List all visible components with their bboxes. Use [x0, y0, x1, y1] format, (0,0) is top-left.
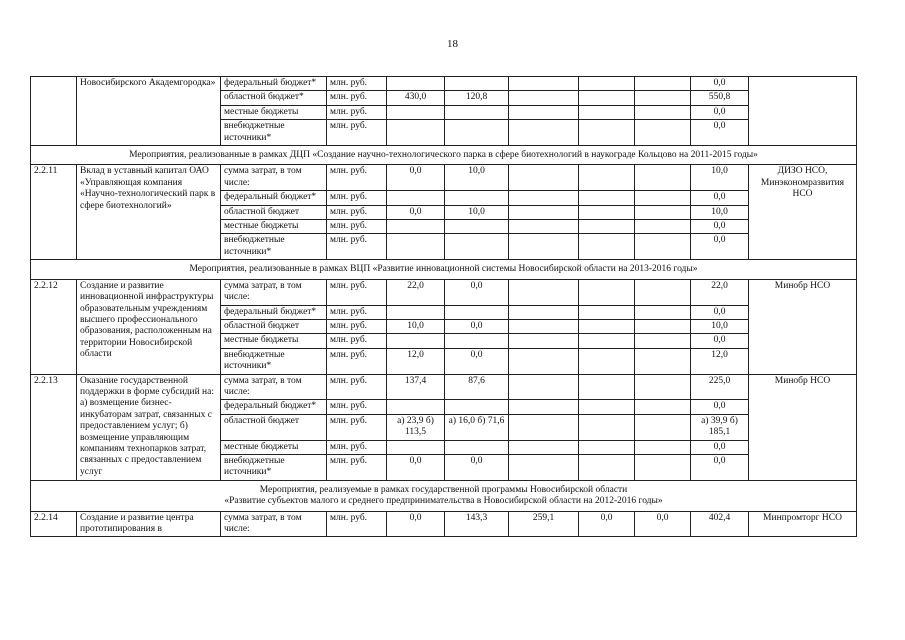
- total-cell: 0,0: [691, 234, 749, 260]
- table-row: областной бюджет млн. руб. 10,0 0,0 10,0: [31, 319, 857, 333]
- table-row: внебюджетные источники* млн. руб. 12,0 0,0 12,0: [31, 348, 857, 374]
- item-number: 2.2.14: [31, 511, 77, 537]
- item-name: Создание и развитие инновационной инфраструктуры образовательным учреждениям высшего профессионального образования, расположенным на территории Новосибирской области: [77, 279, 221, 374]
- unit-cell: млн. руб.: [327, 220, 387, 234]
- total-cell: 0,0: [691, 77, 749, 91]
- unit-cell: млн. руб.: [327, 440, 387, 454]
- unit-cell: млн. руб.: [327, 165, 387, 191]
- source-cell: федеральный бюджет*: [221, 191, 327, 205]
- source-cell: федеральный бюджет*: [221, 77, 327, 91]
- total-cell: 0,0: [691, 120, 749, 146]
- unit-cell: млн. руб.: [327, 334, 387, 348]
- total-cell: 402,4: [691, 511, 749, 537]
- source-cell: федеральный бюджет*: [221, 305, 327, 319]
- section-header: [31, 260, 857, 279]
- page-number: 18: [447, 38, 458, 50]
- table-row: 2.2.12 Создание и развитие инновационной инфраструктуры образовательным учреждениям высшего профессионального образования, расположенным на территории Новосибирской области сумма затрат, в том числе: млн. руб. 22,0 0,0 22,0 Минобр НСО: [31, 279, 857, 305]
- unit-cell: млн. руб.: [327, 374, 387, 400]
- unit-cell: млн. руб.: [327, 414, 387, 440]
- table-row: областной бюджет млн. руб. а) 23,9 б) 113,5 а) 16,0 б) 71,6 а) 39,9 б) 185,1: [31, 414, 857, 440]
- section-title-line-1: Мероприятия, реализуемые в рамках государственной программы Новосибирской области: [259, 484, 628, 495]
- total-cell: 0,0: [691, 440, 749, 454]
- unit-cell: млн. руб.: [327, 319, 387, 333]
- total-cell: 10,0: [691, 205, 749, 219]
- table-row: 2.2.13 Оказание государственной поддержки в форме субсидий на: а) возмещение бизнес-инкубаторам затрат, связанных с предоставлением услуг; б) возмещение управляющим компаниям технопарков затрат, связанных с предоставлением услуг сумма затрат, в том числе: млн. руб. 137,4 87,6 225,0 Минобр НСО: [31, 374, 857, 400]
- table-row: [31, 77, 857, 91]
- unit-cell: млн. руб.: [327, 305, 387, 319]
- source-cell: сумма затрат, в том числе:: [221, 374, 327, 400]
- executor-cell: Минпромторг НСО: [749, 511, 857, 537]
- section-header: [31, 146, 857, 165]
- total-cell: 22,0: [691, 279, 749, 305]
- source-cell: областной бюджет: [221, 205, 327, 219]
- total-cell: 10,0: [691, 319, 749, 333]
- source-cell: внебюджетные источники*: [221, 454, 327, 480]
- source-cell: сумма затрат, в том числе:: [221, 165, 327, 191]
- total-cell: 0,0: [691, 305, 749, 319]
- source-cell: областной бюджет: [221, 414, 327, 440]
- item-number: 2.2.12: [31, 279, 77, 374]
- unit-cell: млн. руб.: [327, 234, 387, 260]
- table-row: 2.2.14 Создание и развитие центра прототипирования в сумма затрат, в том числе: млн. руб. 0,0 143,3 259,1 0,0 0,0 402,4 Минпромторг НСО: [31, 511, 857, 537]
- source-cell: местные бюджеты: [221, 105, 327, 119]
- unit-cell: млн. руб.: [327, 191, 387, 205]
- item-name: Оказание государственной поддержки в форме субсидий на: а) возмещение бизнес-инкубаторам затрат, связанных с предоставлением услуг; б) возмещение управляющим компаниям технопарков затрат, связанных с предоставлением услуг: [77, 374, 221, 480]
- executor-cell: ДИЗО НСО, Минэкономразвития НСО: [749, 165, 857, 260]
- table-row: 2.2.11 Вклад в уставный капитал ОАО «Управляющая компания «Научно-технологический парк в сфере биотехнологий» сумма затрат, в том числе: млн. руб. 0,0 10,0 10,0 ДИЗО НСО, Минэкономразвития НСО: [31, 165, 857, 191]
- item-name: Создание и развитие центра прототипирования в: [77, 511, 221, 537]
- unit-cell: млн. руб.: [327, 511, 387, 537]
- source-cell: местные бюджеты: [221, 334, 327, 348]
- table-row: областной бюджет млн. руб. 0,0 10,0 10,0: [31, 205, 857, 219]
- section-title: Мероприятия, реализованные в рамках ДЦП «Создание научно-технологического парка в сфере биотехнологий в наукограде Кольцово на 2011-2015 годы»: [31, 146, 857, 165]
- total-cell: 0,0: [691, 454, 749, 480]
- item-name: Вклад в уставный капитал ОАО «Управляющая компания «Научно-технологический парк в сфере биотехнологий»: [77, 165, 221, 260]
- budget-table: [30, 76, 857, 537]
- unit-cell: млн. руб.: [327, 77, 387, 91]
- executor-cell: Минобр НСО: [749, 279, 857, 374]
- source-cell: областной бюджет*: [221, 91, 327, 105]
- source-cell: внебюджетные источники*: [221, 120, 327, 146]
- unit-cell: млн. руб.: [327, 91, 387, 105]
- section-title-line-2: «Развитие субъектов малого и среднего предпринимательства в Новосибирской области на 2012-2016 годы»: [224, 496, 663, 507]
- source-cell: внебюджетные источники*: [221, 348, 327, 374]
- table-row: областной бюджет* млн. руб. 430,0 120,8 550,8: [31, 91, 857, 105]
- unit-cell: млн. руб.: [327, 120, 387, 146]
- unit-cell: млн. руб.: [327, 454, 387, 480]
- total-cell: 0,0: [691, 105, 749, 119]
- total-cell: 550,8: [691, 91, 749, 105]
- item-number: 2.2.11: [31, 165, 77, 260]
- table-row: внебюджетные источники* млн. руб. 0,0 0,0 0,0: [31, 454, 857, 480]
- source-cell: сумма затрат, в том числе:: [221, 511, 327, 537]
- total-cell: 12,0: [691, 348, 749, 374]
- unit-cell: млн. руб.: [327, 105, 387, 119]
- total-cell: а) 39,9 б) 185,1: [691, 414, 749, 440]
- total-cell: 0,0: [691, 334, 749, 348]
- source-cell: сумма затрат, в том числе:: [221, 279, 327, 305]
- total-cell: 225,0: [691, 374, 749, 400]
- unit-cell: млн. руб.: [327, 205, 387, 219]
- source-cell: местные бюджеты: [221, 440, 327, 454]
- unit-cell: млн. руб.: [327, 279, 387, 305]
- source-cell: местные бюджеты: [221, 220, 327, 234]
- unit-cell: млн. руб.: [327, 348, 387, 374]
- section-title: Мероприятия, реализованные в рамках ВЦП «Развитие инновационной системы Новосибирской области на 2013-2016 годы»: [31, 260, 857, 279]
- total-cell: 0,0: [691, 220, 749, 234]
- total-cell: 0,0: [691, 400, 749, 414]
- total-cell: 0,0: [691, 191, 749, 205]
- unit-cell: млн. руб.: [327, 400, 387, 414]
- item-number: 2.2.13: [31, 374, 77, 480]
- section-header: [31, 480, 857, 511]
- source-cell: внебюджетные источники*: [221, 234, 327, 260]
- source-cell: областной бюджет: [221, 319, 327, 333]
- source-cell: федеральный бюджет*: [221, 400, 327, 414]
- executor-cell: Минобр НСО: [749, 374, 857, 480]
- item-name: Новосибирского Академгородка»: [77, 77, 221, 146]
- total-cell: 10,0: [691, 165, 749, 191]
